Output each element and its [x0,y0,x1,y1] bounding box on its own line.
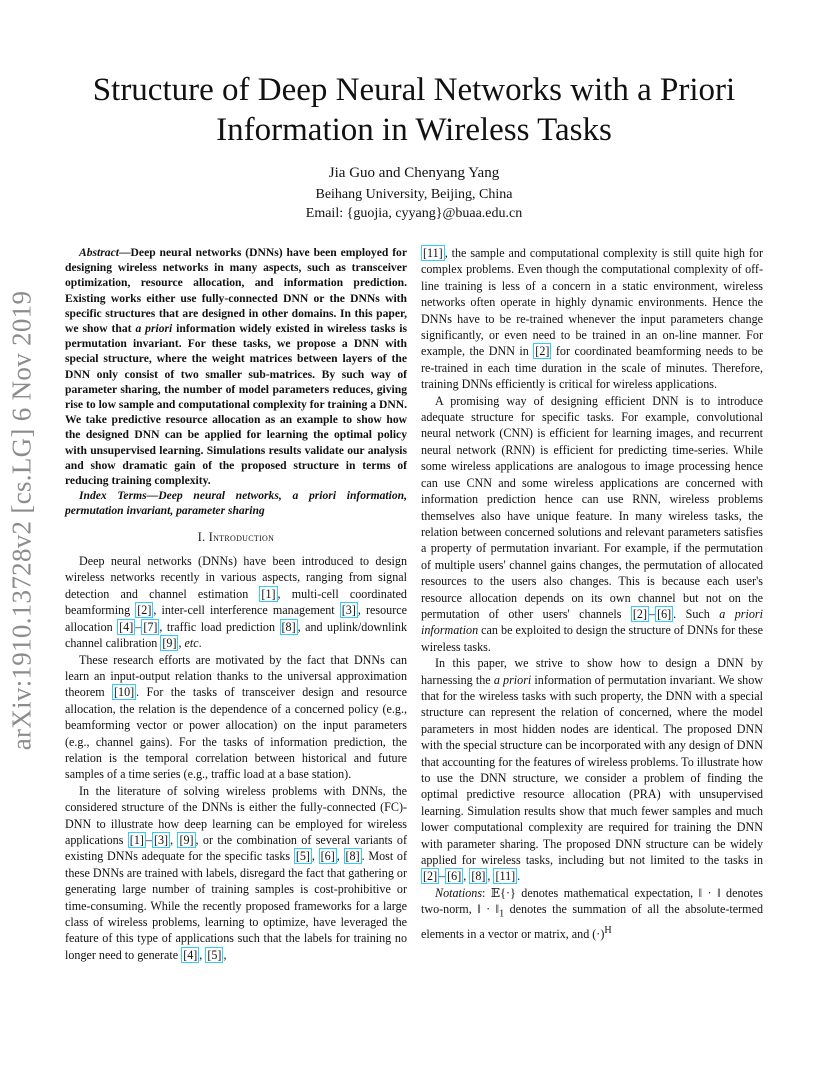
abstract [65,245,407,488]
abstract-text-2: information widely existed in wireless tasks is permutation invariant. For these tasks, we propose a DNN with special structure, where the weight matrices between layers of the DNN only consist of two smaller sub-matrices. By such way of parameter sharing, the number of model parameters reduces, giving rise to low sample and computational complexity for training a DNN. We take predictive resource allocation as an example to show how the designed DNN can be applied for learning the optimal policy with unsupervised learning. Simulations results validate our analysis and show dramatic gain of the proposed structure in terms of reducing training complexity. [65,322,407,488]
text-span: – [649,606,656,621]
citation-link[interactable]: [6] [657,606,672,621]
text-span: information of permutation invariant. We show that for the wireless tasks with such property, the DNN with a special structure can represent the relation of concerned, where the model parameters in most hidden nodes are identical. The proposed DNN with the special structure can be incorporated with any design of DNN that accounting for the features of wireless problems. To illustrate how to use the DNN structure, we consider a problem of finding the optimal predictive resource allocation (PRA) with unsupervised learning. Simulation results show that much fewer samples and much lower computational complexity are required for training the DNN with parameter sharing. The proposed DNN structure can be widely applied for wireless tasks, including but not limited to the tasks in [421,672,763,868]
citation-link[interactable]: [11] [495,869,516,884]
text-span: can be exploited to design the structure of DNNs for these wireless tasks. [421,623,763,654]
paragraph-structure [421,393,763,656]
text-span: – [135,619,142,634]
text-span: , resource allocation [65,603,407,634]
index-terms-text: Deep neural networks, a priori information, permutation invariant, parameter sharing [65,489,407,518]
text-span: for coordinated beamforming needs to be re-trained in each time duration in the scale of minutes. Therefore, training DNNs efficiently is critical for wireless applications. [421,344,763,392]
text-span: . For the tasks of transceiver design and resource allocation, the relation is the dependence of a concerned policy (e.g., beamforming vector or power allocation) on the input parameters (e.g., channel gains). For the tasks of information prediction, the relation is the temporal correlation between historical and future samples of a time series (e.g., traffic load at a base station). [65,685,407,782]
author-block [66,164,762,223]
text-span: , [178,636,185,651]
citation-link[interactable]: [6] [447,869,462,884]
italic-emphasis: a priori [493,672,532,687]
text-span: . Such [673,606,720,621]
text-span: , the sample and computational complexity is still quite high for complex problems. Even though the computational complexity of off-line training is less of a concern in a static environment, wireless networks often operate in highly dynamic environments. Hence the DNNs have to be re-trained whenever the input parameters change significantly, or even need to be trained in an on-line manner. For example, the DNN in [421,246,763,359]
text-span: Deep neural networks (DNNs) have been introduced to design wireless networks recently in various aspects, ranging from signal detection and channel estimation [65,554,407,601]
citation-link[interactable]: [8] [471,869,486,884]
abstract-dash: — [118,246,131,259]
citation-link[interactable]: [7] [143,619,158,634]
index-terms-label: Index Terms [79,489,147,503]
arxiv-side-stamp [0,280,44,760]
index-terms-dash: — [146,489,159,503]
text-span: , and uplink/downlink channel calibration [65,619,407,651]
author-email: Email: {guojia, cyyang}@buaa.edu.cn [305,206,523,221]
citation-link[interactable]: [1] [261,586,276,601]
superscript: H [604,925,612,937]
citation-link[interactable]: [3] [153,832,169,847]
text-span: , [223,947,227,962]
text-span: , multi-cell coordinated beamforming [65,586,407,618]
notations-label: Notations [435,885,483,900]
text-span: . Most of these DNNs are trained with labels, disregard the fact that gathering or generating large number of training samples is cost-prohibitive or time-consuming. While the recently proposed frameworks for a large class of wireless problems, learning to optimize, have leveraged the feature of this type of applications such that the labels for training no longer need to generate [65,849,407,962]
text-span: denotes the summation of all the absolute-termed elements in a vector or matrix, and (·) [421,902,764,942]
italic-etc: etc [184,636,199,651]
paragraph-notations [421,885,763,943]
citation-link[interactable]: [2] [137,603,152,618]
paragraph-intro-3 [65,783,407,963]
text-span: , [336,849,344,864]
section-numeral: I. [197,529,209,544]
text-span: , [311,849,319,864]
citation-link[interactable]: [10] [114,685,135,700]
abstract-text-1: Deep neural networks (DNNs) have been employed for designing wireless networks in many aspects, such as transceiver optimization, resource allocation, and information prediction. Existing works either use fully-connected DNN or the DNNs with specific structures that are designed in other domains. In this paper, we show that [65,246,407,336]
citation-link[interactable]: [2] [423,869,438,884]
paper-title: Structure of Deep Neural Networks with a Priori Information in Wireless Tasks [92,72,736,148]
citation-link[interactable]: [8] [345,849,360,864]
text-span: , or the combination of several variants of existing DNNs adequate for the specific tasks [65,832,408,864]
text-span: – [439,869,446,884]
text-span: : 𝔼{·} denotes mathematical expectation, ‖ · ‖ denotes two-norm, ‖ · ‖ [421,885,763,917]
text-span: – [145,832,152,847]
citation-link[interactable]: [1] [129,832,144,847]
text-span: , [487,869,494,884]
citation-link[interactable]: [3] [341,603,356,618]
abstract-emphasis: a priori [135,322,173,336]
paragraph-this-paper [421,655,763,885]
text-span: , [170,832,178,847]
citation-link[interactable]: [11] [423,246,443,260]
subscript: 1 [499,908,505,920]
text-span: , traffic load prediction [159,619,280,634]
paragraph-intro-2 [65,652,407,783]
author-names: Jia Guo and Chenyang Yang [328,165,500,181]
citation-link[interactable]: [6] [320,849,335,864]
paragraph-continued [421,245,763,393]
abstract-label: Abstract [79,246,119,259]
citation-link[interactable]: [8] [281,619,296,634]
arxiv-identifier: arXiv:1910.13728v2 [cs.LG] 6 Nov 2019 [6,290,37,750]
section-heading-introduction [65,529,407,545]
index-terms [65,488,407,518]
right-column [421,245,763,943]
text-span: These research efforts are motivated by the fact that DNNs can learn an input-output relation thanks to the universal approximation theorem [65,652,407,700]
citation-link[interactable]: [9] [162,636,177,651]
text-span: , [463,869,470,884]
paragraph-intro-1 [65,553,407,651]
text-span: In the literature of solving wireless problems with DNNs, the considered structure of the DNNs is either the fully-connected (FC)-DNN to illustrate how deep learning can be employed for wireless applications [65,783,407,847]
italic-emphasis: a priori information [421,606,763,638]
text-span: . [517,869,521,884]
citation-link[interactable]: [9] [179,832,194,847]
left-column [65,245,407,963]
text-span: A promising way of designing efficient DNN is to introduce adequate structure for specific tasks. For example, convolutional neural network (CNN) is efficient for learning images, and recurrent neural network (RNN) is efficient for predicting time-series. While some wireless applications are analogous to image processing hence can use CNN and some wireless applications are concerned with information prediction hence can use RNN, wireless problems themselves also have unique feature. In many wireless tasks, the relation between concerned solutions and relevant parameters satisfies a property of permutation invariant. For example, if the permutation of multiple users' channel gains changes, the permutation of allocated resources to the users also changes. This is because each user's resource allocation depends on its own channel but not on the permutation of other users' channels [421,393,763,621]
citation-link[interactable]: [5] [207,947,222,962]
citation-link[interactable]: [4] [183,947,198,962]
citation-link[interactable]: [2] [632,606,648,621]
citation-link[interactable]: [2] [535,344,550,359]
citation-link[interactable]: [4] [119,619,134,634]
author-affiliation: Beihang University, Beijing, China [315,187,513,202]
section-title: Introduction [208,529,275,544]
text-span: , [199,947,206,962]
text-span: In this paper, we strive to show how to design a DNN by harnessing the [421,656,763,687]
citation-link[interactable]: [5] [295,849,310,864]
text-span: . [198,636,202,651]
text-span: , inter-cell interference management [153,603,340,618]
